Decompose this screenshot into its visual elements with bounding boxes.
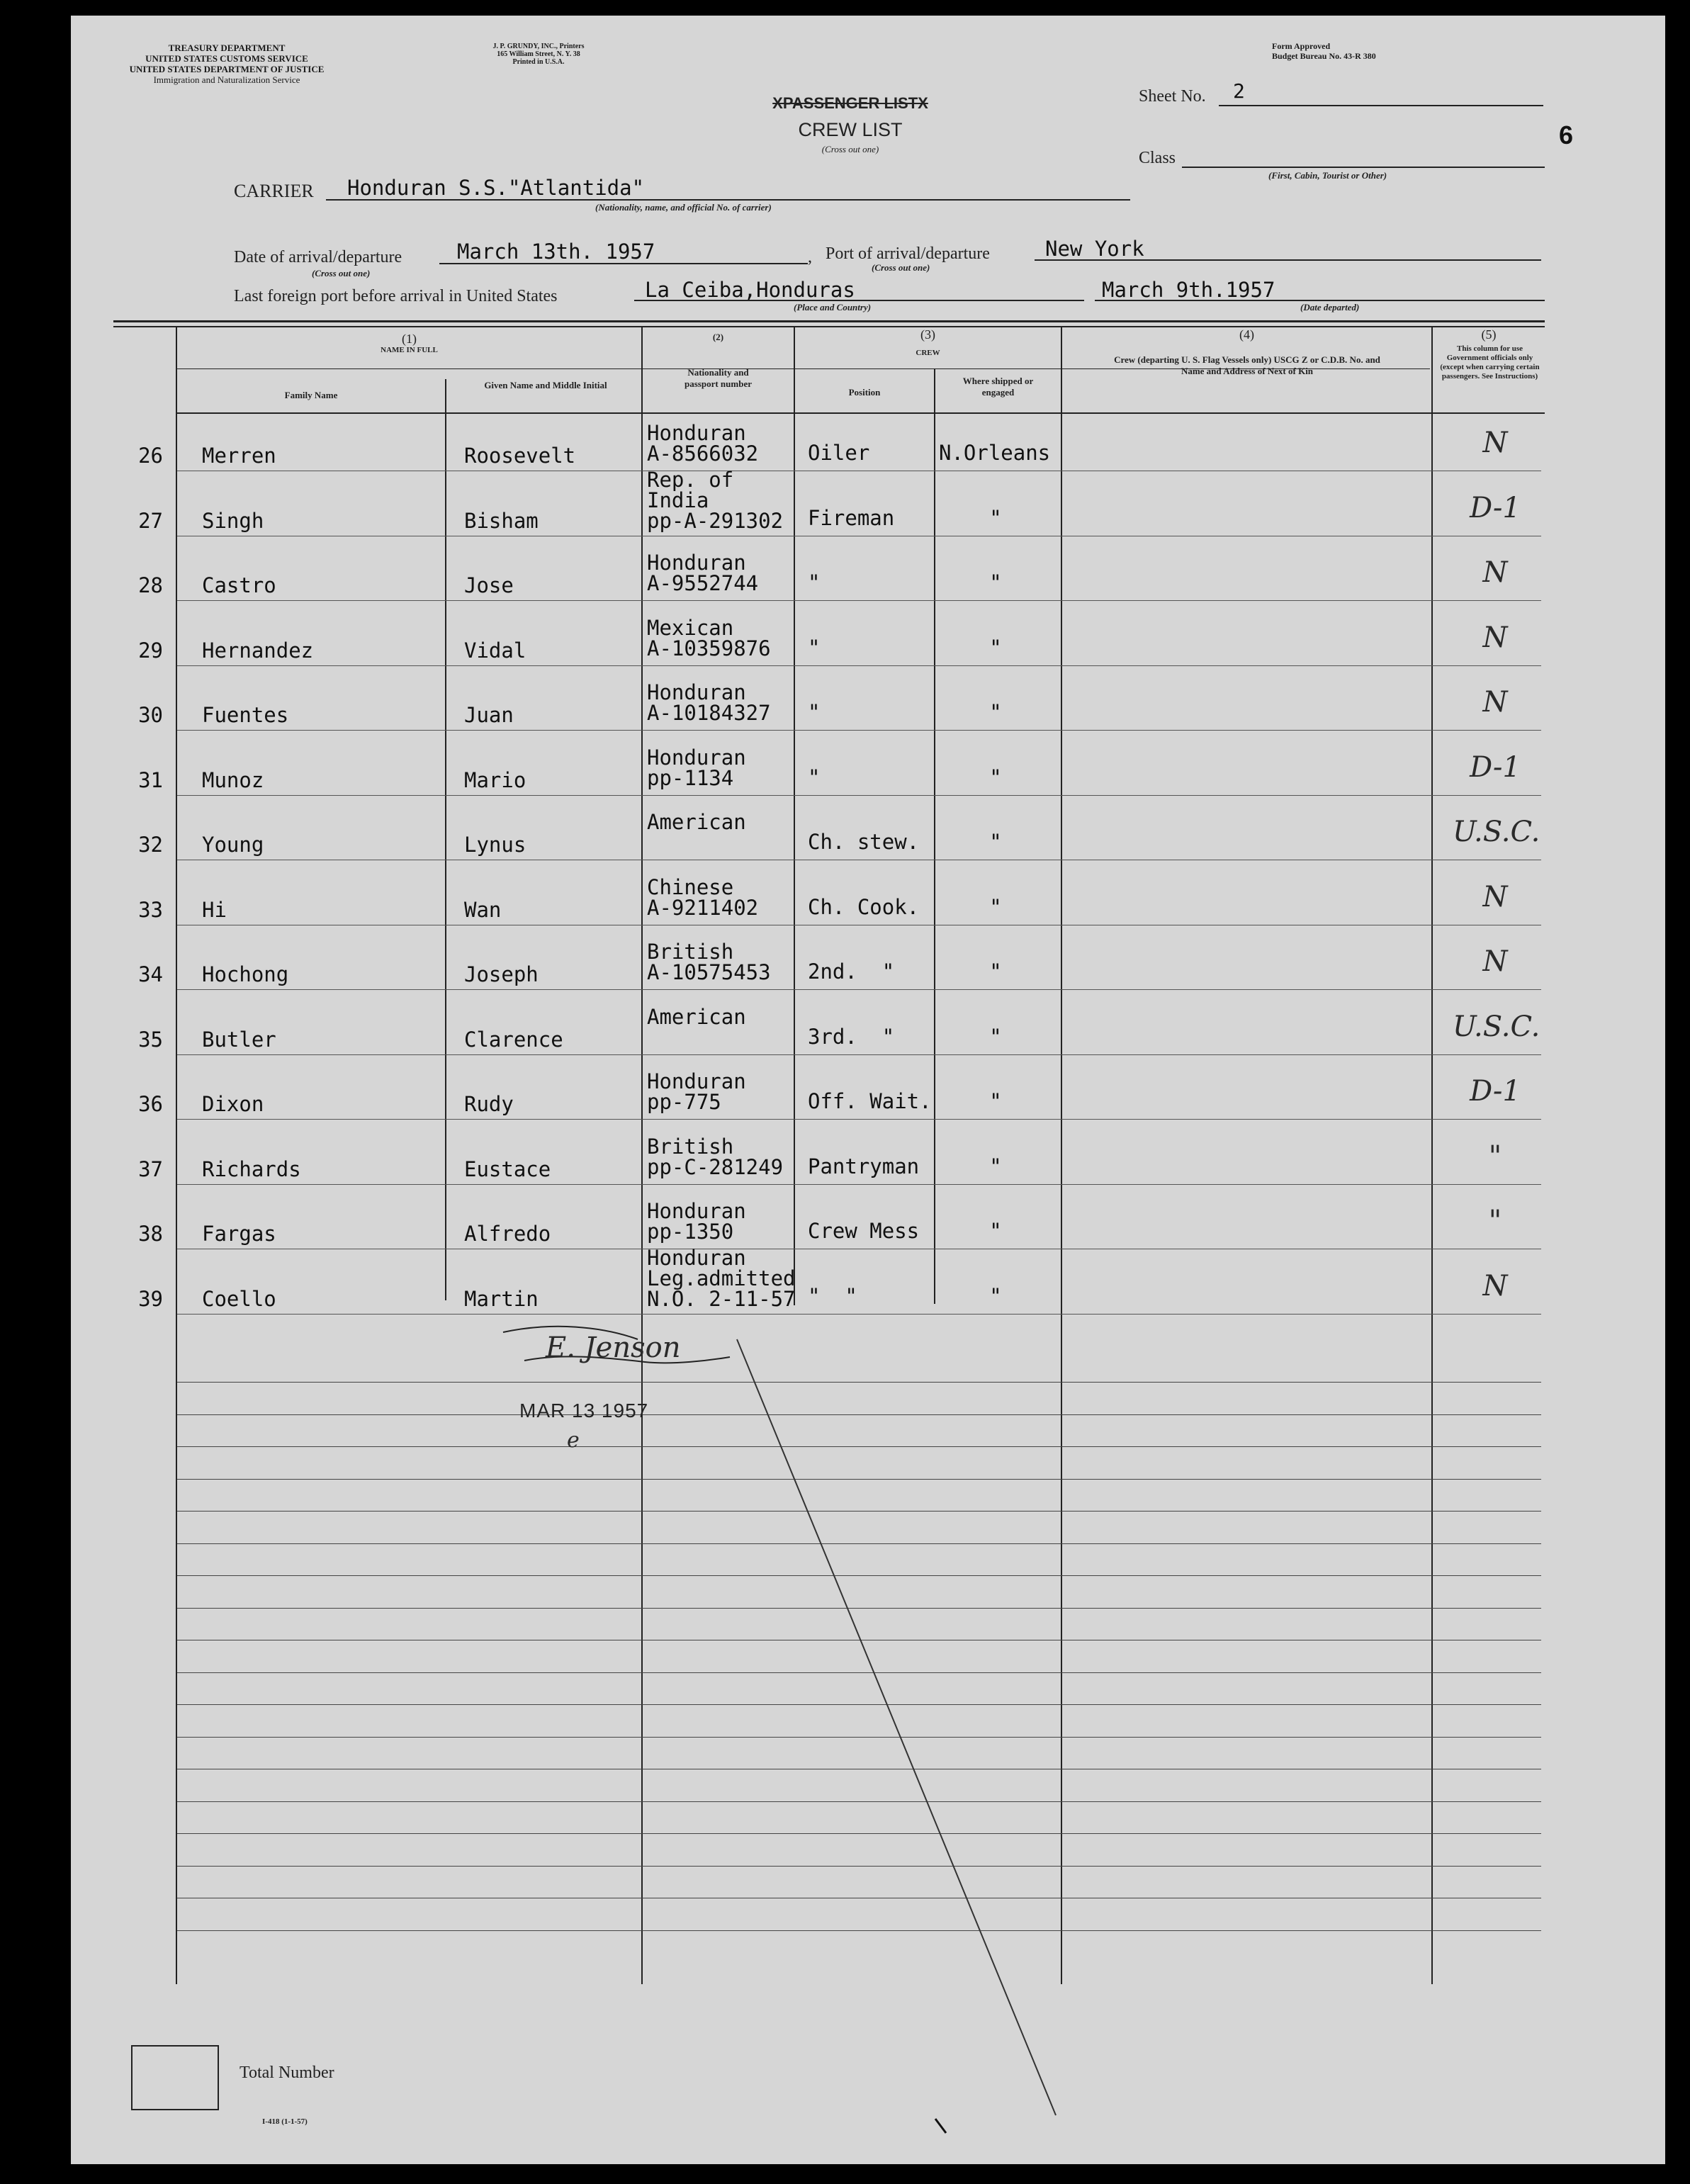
given-name: Alfredo — [464, 1222, 551, 1246]
class-label: Class — [1139, 149, 1176, 167]
nationality-line-1: Honduran — [647, 1199, 746, 1223]
col-divider-shipped — [934, 368, 935, 1304]
shipped-at: " — [989, 765, 1002, 789]
position: 2nd. " — [808, 959, 895, 984]
signature-text: E. Jenson — [546, 1332, 681, 1364]
shipped-at: " — [989, 1154, 1002, 1178]
carrier-label: CARRIER — [234, 181, 314, 201]
official-mark: U.S.C. — [1453, 1011, 1540, 1043]
nationality-line-1: Chinese — [647, 875, 734, 899]
nationality-line-2: A-9211402 — [647, 896, 759, 920]
position: Crew Mess — [808, 1219, 920, 1243]
col5-title: This column for use Government officials only (except when carrying certain passengers. See Instructions) — [1440, 344, 1540, 381]
nationality-line-1: British — [647, 940, 734, 964]
shipped-at: " — [989, 959, 1002, 984]
family-name: Merren — [202, 444, 276, 468]
carrier-value: Honduran S.S."Atlantida" — [347, 176, 645, 200]
date-note: (Cross out one) — [312, 268, 371, 278]
sheet-label: Sheet No. — [1139, 87, 1206, 106]
position: " — [808, 700, 821, 724]
position: 3rd. " — [808, 1025, 895, 1049]
nationality-line-1: British — [647, 1135, 734, 1159]
official-mark: D-1 — [1470, 492, 1521, 524]
family-name: Hi — [202, 898, 227, 922]
position: Fireman — [808, 506, 895, 530]
col-divider-3 — [794, 327, 795, 1305]
row-number: 32 — [138, 833, 163, 857]
nationality-line-2: pp-1350 — [647, 1220, 734, 1244]
budget-bureau: Budget Bureau No. 43-R 380 — [1272, 51, 1376, 61]
row-rule — [177, 795, 1541, 796]
agency-line-1: TREASURY DEPARTMENT — [168, 43, 286, 53]
given-name: Martin — [464, 1287, 539, 1311]
family-name: Richards — [202, 1157, 301, 1181]
given-name: Vidal — [464, 638, 526, 663]
passenger-list-crossed: XPASSENGER LISTX — [772, 94, 928, 112]
title-note: (Cross out one) — [821, 144, 879, 154]
nationality-line-2: pp-C-281249 — [647, 1155, 784, 1179]
family-name: Coello — [202, 1287, 276, 1311]
last-port-note: (Place and Country) — [794, 302, 872, 313]
shipped-at: " — [989, 506, 1002, 530]
family-name: Young — [202, 833, 264, 857]
official-mark: D-1 — [1470, 1075, 1521, 1108]
col3-number: (3) — [920, 327, 935, 342]
col1-title: NAME IN FULL — [381, 346, 438, 354]
row-number: 33 — [138, 898, 163, 922]
row-number: 27 — [138, 509, 163, 533]
col4-title: Crew (departing U. S. Flag Vessels only) USCG Z or C.D.B. No. and Name and Address of Next of Kin — [1114, 354, 1380, 376]
class-line — [1182, 167, 1545, 168]
row-number: 37 — [138, 1157, 163, 1181]
agency-line-3: UNITED STATES DEPARTMENT OF JUSTICE — [129, 64, 325, 74]
table-top-rule — [113, 320, 1545, 322]
form-number: I-418 (1-1-57) — [262, 2117, 308, 2126]
form-approved-block — [1272, 41, 1376, 61]
printer-line-3: Printed in U.S.A. — [512, 58, 565, 66]
given-name: Joseph — [464, 962, 539, 986]
last-port-label: Last foreign port before arrival in United States — [234, 287, 558, 305]
official-mark: U.S.C. — [1453, 816, 1540, 848]
position: Ch. Cook. — [808, 895, 920, 919]
position-header: Position — [848, 387, 881, 398]
nationality-line-1: Mexican — [647, 616, 734, 640]
official-mark: N — [1482, 556, 1508, 589]
nationality-line-1: Honduran — [647, 551, 746, 575]
nationality-line-2: A-9552744 — [647, 571, 759, 595]
position: Off. Wait. — [808, 1089, 932, 1113]
row-number: 29 — [138, 638, 163, 663]
shipped-at: " — [989, 1219, 1002, 1243]
shipped-at: " — [989, 570, 1002, 595]
official-mark: N — [1482, 621, 1508, 654]
nationality-line-1: American — [647, 1005, 746, 1029]
sheet-line — [1219, 105, 1543, 106]
row-rule — [177, 600, 1541, 601]
given-name: Rudy — [464, 1092, 514, 1116]
nationality-line-1: Honduran — [647, 680, 746, 704]
given-name: Clarence — [464, 1028, 563, 1052]
crew-list-title: CREW LIST — [798, 119, 903, 140]
col2-title: Nationality and passport number — [685, 367, 752, 389]
total-number-box — [131, 2045, 219, 2110]
official-mark: N — [1482, 881, 1508, 913]
row-rule — [177, 665, 1541, 666]
shipped-at: " — [989, 895, 1002, 919]
row-number: 30 — [138, 703, 163, 727]
position: " " — [808, 1284, 857, 1308]
nationality-line-2: A-10575453 — [647, 960, 771, 984]
col1-header — [177, 333, 641, 356]
date-label: Date of arrival/departure — [234, 248, 402, 266]
official-mark: N — [1482, 1270, 1508, 1302]
given-name: Jose — [464, 573, 514, 597]
position: Ch. stew. — [808, 830, 920, 854]
col1-number: (1) — [402, 332, 417, 346]
stamp-initial: e — [567, 1428, 580, 1453]
carrier-note: (Nationality, name, and official No. of carrier) — [595, 202, 772, 213]
date-stamp: MAR 13 1957 — [519, 1400, 649, 1422]
official-mark: " — [1488, 1140, 1502, 1173]
shipped-at: " — [989, 636, 1002, 660]
class-note: (First, Cabin, Tourist or Other) — [1268, 170, 1387, 181]
nationality-line-1: Rep. of — [647, 468, 734, 492]
col5-number: (5) — [1481, 327, 1497, 342]
shipped-at: " — [989, 1284, 1002, 1308]
agency-line-2: UNITED STATES CUSTOMS SERVICE — [145, 53, 308, 64]
shipped-at: " — [989, 1089, 1002, 1113]
official-mark: N — [1482, 686, 1508, 719]
nationality-line-2: A-10359876 — [647, 636, 771, 660]
shipped-at: " — [989, 700, 1002, 724]
given-name: Mario — [464, 768, 526, 792]
row-rule — [177, 989, 1541, 990]
printer-line-1: J. P. GRUNDY, INC., Printers — [492, 43, 585, 50]
port-value: New York — [1045, 237, 1144, 261]
nationality-line-2: A-8566032 — [647, 441, 759, 466]
shipped-at: " — [989, 830, 1002, 854]
table-left-border — [176, 327, 177, 1984]
shipped-header: Where shipped or engaged — [962, 376, 1034, 398]
page-number: 6 — [1559, 120, 1574, 150]
family-name: Dixon — [202, 1092, 264, 1116]
official-mark: N — [1482, 945, 1508, 978]
row-number: 26 — [138, 444, 163, 468]
nationality-line-1: Honduran — [647, 1246, 746, 1270]
header-bottom-rule — [176, 412, 1545, 414]
nationality-line-1: American — [647, 810, 746, 834]
agency-line-4: Immigration and Naturalization Service — [153, 74, 300, 85]
col4-number: (4) — [1239, 327, 1254, 342]
family-name: Hernandez — [202, 638, 314, 663]
date-departed-note: (Date departed) — [1300, 302, 1360, 313]
row-number: 39 — [138, 1287, 163, 1311]
agency-block — [113, 43, 340, 85]
family-name-header: Family Name — [284, 390, 338, 400]
total-number-label: Total Number — [240, 2064, 334, 2082]
family-name: Hochong — [202, 962, 289, 986]
family-name: Fargas — [202, 1222, 276, 1246]
official-mark: " — [1488, 1205, 1502, 1237]
given-name: Wan — [464, 898, 502, 922]
family-name: Butler — [202, 1028, 276, 1052]
given-name: Bisham — [464, 509, 539, 533]
shipped-at: N.Orleans — [939, 441, 1051, 465]
port-label: Port of arrival/departure — [826, 244, 990, 263]
col-divider-given — [445, 379, 446, 1300]
nationality-line-2: pp-775 — [647, 1090, 721, 1114]
position: " — [808, 765, 821, 789]
row-number: 31 — [138, 768, 163, 792]
given-name: Juan — [464, 703, 514, 727]
col-divider-5 — [1431, 327, 1433, 1984]
given-name: Eustace — [464, 1157, 551, 1181]
family-name: Singh — [202, 509, 264, 533]
port-note: (Cross out one) — [872, 262, 930, 273]
official-mark: N — [1482, 427, 1508, 459]
position: " — [808, 636, 821, 660]
given-name: Roosevelt — [464, 444, 576, 468]
nationality-line-2: pp-1134 — [647, 766, 734, 790]
date-departed-value: March 9th.1957 — [1102, 278, 1275, 302]
date-value: March 13th. 1957 — [457, 240, 655, 264]
diagonal-mark — [709, 1332, 1105, 2147]
row-rule — [177, 1119, 1541, 1120]
table-top-rule-2 — [113, 326, 1545, 327]
family-name: Fuentes — [202, 703, 289, 727]
last-port-value: La Ceiba,Honduras — [645, 278, 855, 302]
position: " — [808, 570, 821, 595]
nationality-line-3: pp-A-291302 — [647, 509, 784, 533]
row-rule — [177, 1054, 1541, 1055]
position: Pantryman — [808, 1154, 920, 1178]
given-name-header: Given Name and Middle Initial — [484, 380, 607, 390]
nationality-line-2: India — [647, 488, 709, 512]
col2-number: (2) — [712, 332, 724, 342]
row-rule — [177, 730, 1541, 731]
row-number: 28 — [138, 573, 163, 597]
row-rule — [177, 1184, 1541, 1185]
shipped-at: " — [989, 1025, 1002, 1049]
printer-block — [454, 43, 624, 66]
row-number: 35 — [138, 1028, 163, 1052]
row-number: 36 — [138, 1092, 163, 1116]
given-name: Lynus — [464, 833, 526, 857]
family-name: Castro — [202, 573, 276, 597]
family-name: Munoz — [202, 768, 264, 792]
nationality-line-2: Leg.admitted — [647, 1266, 796, 1290]
nationality-line-1: Honduran — [647, 421, 746, 445]
nationality-line-2: A-10184327 — [647, 701, 771, 725]
row-number: 38 — [138, 1222, 163, 1246]
official-mark: D-1 — [1470, 751, 1521, 784]
row-number: 34 — [138, 962, 163, 986]
col-divider-2 — [641, 327, 643, 1984]
nationality-line-1: Honduran — [647, 1069, 746, 1093]
printer-line-2: 165 William Street, N. Y. 38 — [497, 50, 580, 58]
sheet-value: 2 — [1233, 79, 1245, 103]
position: Oiler — [808, 441, 870, 465]
row-rule — [177, 1314, 1541, 1315]
col3-title: CREW — [916, 349, 940, 357]
nationality-line-1: Honduran — [647, 745, 746, 770]
nationality-line-3: N.O. 2-11-57 — [647, 1287, 796, 1311]
form-approved: Form Approved — [1272, 41, 1331, 51]
